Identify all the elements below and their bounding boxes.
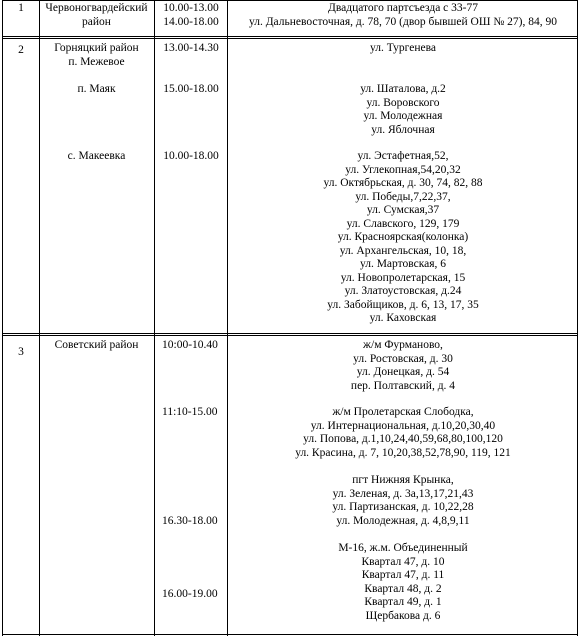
row-number: 3 <box>18 346 24 358</box>
address-list: ул. Тургенева <box>370 42 436 54</box>
address-list: ул. Шаталова, д.2 ул. Воровского ул. Молодежная ул. Яблочная <box>360 83 446 136</box>
time-range: 10.00-13.00 14.00-18.00 <box>163 2 219 28</box>
address-list: ул. Эстафетная,52, ул. Углекопная,54,20,32 ул. Октябрьская, д. 30, 74, 82, 88 ул. Победы,7,22,37, ул. Сумская,37 ул. Славского, 129, 179 ул. Красноярская(колонка) ул. Архангельская, 10, 18, ул. Мартовская, 6 ул. Новопролетарская, 15 ул. Златоустовская, д.24 ул. Забойщиков, д. 6, 13, 17, 35 ул. Каховская <box>323 150 483 324</box>
table-border-top <box>2 0 578 1</box>
time-range: 16.30-18.00 <box>162 515 218 527</box>
time-range: 15.00-18.00 <box>163 83 219 95</box>
time-range: 16.00-19.00 <box>162 588 218 600</box>
row-divider <box>2 36 578 39</box>
row-number: 1 <box>18 2 24 14</box>
district-name: Горняцкий район п. Межевое <box>54 42 139 68</box>
time-range: 13.00-14.30 <box>163 42 219 54</box>
address-list: М-16, ж.м. Объединенный Квартал 47, д. 10 Квартал 47, д. 11 Квартал 48, д. 2 Квартал 49, д. 1 Щербакова д. 6 <box>338 542 468 622</box>
column-divider <box>227 0 228 636</box>
address-list: пгт Нижняя Крынка, ул. Зеленая, д. 3а,13,17,21,43 ул. Партизанская, д. 10,22,28 ул. Молодежная, д. 4,8,9,11 <box>332 474 474 527</box>
settlement-name: п. Маяк <box>77 83 116 95</box>
time-range: 10.00-18.00 <box>163 150 219 162</box>
table-border-bottom <box>2 634 578 635</box>
address-list: ж/м Фурманово, ул. Ростовская, д. 30 ул. Донецкая, д. 54 пер. Полтавский, д. 4 <box>350 339 456 392</box>
table-border-left <box>2 0 3 636</box>
table-border-right <box>577 0 578 636</box>
district-name: Советский район <box>54 339 139 351</box>
time-range: 11:10-15.00 <box>162 406 218 418</box>
row-divider <box>2 333 578 336</box>
address-list: Двадцатого партсъезда с 33-77 ул. Дальневосточная, д. 78, 70 (двор бывшей ОШ № 27), 84, 90 <box>248 2 557 28</box>
row-number: 2 <box>18 44 24 56</box>
settlement-name: с. Макеевка <box>67 150 126 162</box>
column-divider <box>154 0 155 636</box>
time-range: 10:00-10.40 <box>162 339 218 351</box>
address-list: ж/м Пролетарская Слободка, ул. Интернациональная, д.10,20,30,40 ул. Попова, д.1,10,24,40,59,68,80,100,120 ул. Красина, д. 7, 10,20,38,52,78,90, 119, 121 <box>295 406 511 459</box>
district-name: Червоногвардейский район <box>45 2 148 28</box>
